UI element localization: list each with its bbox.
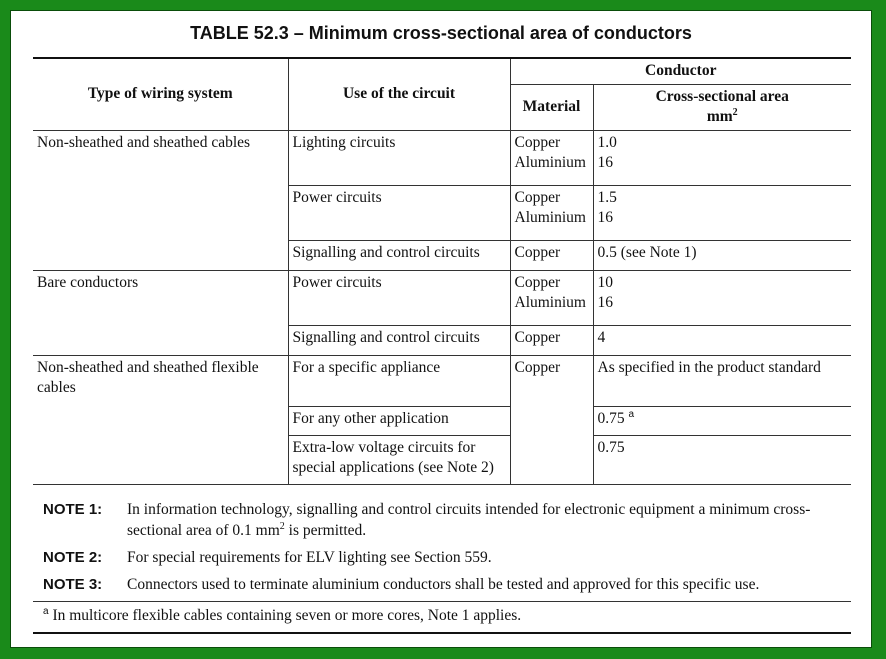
table-title: TABLE 52.3 – Minimum cross-sectional area of conductors xyxy=(190,23,692,43)
cell-use-signal: Signalling and control circuits xyxy=(288,240,510,270)
table-row xyxy=(33,130,851,185)
note-1-text-end: is permitted. xyxy=(284,522,367,539)
header-conductor: Conductor xyxy=(510,58,851,84)
csa-value: 16 xyxy=(597,293,613,311)
cell-type-sheathed: Non-sheathed and sheathed cables xyxy=(33,130,288,270)
cell-material-bare-power xyxy=(510,270,593,325)
csa-value: 1.0 xyxy=(597,133,617,151)
cell-csa-bare-signal: 4 xyxy=(593,325,851,355)
header-csa-unit-sup: 2 xyxy=(732,106,738,118)
note-1-label: NOTE 1: xyxy=(43,501,103,518)
material-value: Copper xyxy=(514,188,561,206)
header-material: Material xyxy=(510,84,593,130)
note-3-text: Connectors used to terminate aluminium conductors shall be tested and approved for this specific use. xyxy=(127,576,760,593)
csa-value: 10 xyxy=(597,273,613,291)
table-row xyxy=(33,355,851,406)
csa-value: 16 xyxy=(597,153,613,171)
note-2-text: For special requirements for ELV lighting see Section 559. xyxy=(127,549,492,566)
cell-use-flex-elv: Extra-low voltage circuits for special applications (see Note 2) xyxy=(288,435,510,484)
header-csa xyxy=(593,84,851,130)
note-2 xyxy=(43,547,851,568)
cell-material-bare-signal: Copper xyxy=(510,325,593,355)
cell-material-flex: Copper xyxy=(510,355,593,484)
cell-csa-bare-power xyxy=(593,270,851,325)
cell-use-flex-appliance: For a specific appliance xyxy=(288,355,510,406)
note-1-text: In information technology, signalling and control circuits intended for electronic equipment a minimum cross-sectional area of 0.1 mm xyxy=(127,501,811,539)
cell-use-bare-power: Power circuits xyxy=(288,270,510,325)
cell-type-flex: Non-sheathed and sheathed flexible cables xyxy=(33,355,288,484)
cell-type-bare: Bare conductors xyxy=(33,270,288,355)
cell-use-flex-other: For any other application xyxy=(288,406,510,435)
page-frame xyxy=(10,10,872,648)
csa-value: 16 xyxy=(597,208,613,226)
material-value: Aluminium xyxy=(514,153,586,171)
cell-csa-flex-other xyxy=(593,406,851,435)
cell-csa-signal: 0.5 (see Note 1) xyxy=(593,240,851,270)
cell-material-signal: Copper xyxy=(510,240,593,270)
cell-csa-flex-elv: 0.75 xyxy=(593,435,851,484)
conductor-table xyxy=(33,57,851,485)
footnote-a-marker: a xyxy=(43,605,49,617)
note-3-label: NOTE 3: xyxy=(43,576,103,593)
csa-value: 1.5 xyxy=(597,188,617,206)
material-value: Copper xyxy=(514,133,561,151)
material-value: Copper xyxy=(514,273,561,291)
note-3 xyxy=(43,574,851,595)
note-1 xyxy=(43,499,851,541)
table-row xyxy=(33,270,851,325)
cell-use-power: Power circuits xyxy=(288,185,510,240)
footnote-marker: a xyxy=(628,408,635,420)
material-value: Aluminium xyxy=(514,293,586,311)
header-csa-label: Cross-sectional area xyxy=(655,88,789,105)
cell-material-power xyxy=(510,185,593,240)
cell-csa-flex-appliance: As specified in the product standard xyxy=(593,355,851,406)
note-1-sup: 2 xyxy=(279,520,285,532)
cell-use-lighting: Lighting circuits xyxy=(288,130,510,185)
material-value: Aluminium xyxy=(514,208,586,226)
cell-csa-power xyxy=(593,185,851,240)
header-type: Type of wiring system xyxy=(33,58,288,130)
cell-material-lighting xyxy=(510,130,593,185)
footnote-a xyxy=(33,601,851,634)
footnote-a-text: In multicore flexible cables containing seven or more cores, Note 1 applies. xyxy=(48,607,522,624)
header-csa-unit: mm xyxy=(706,108,733,125)
note-2-label: NOTE 2: xyxy=(43,549,103,566)
notes-section xyxy=(33,499,851,634)
cell-use-bare-signal: Signalling and control circuits xyxy=(288,325,510,355)
cell-csa-lighting xyxy=(593,130,851,185)
csa-value: 0.75 xyxy=(597,409,625,427)
header-use: Use of the circuit xyxy=(288,58,510,130)
